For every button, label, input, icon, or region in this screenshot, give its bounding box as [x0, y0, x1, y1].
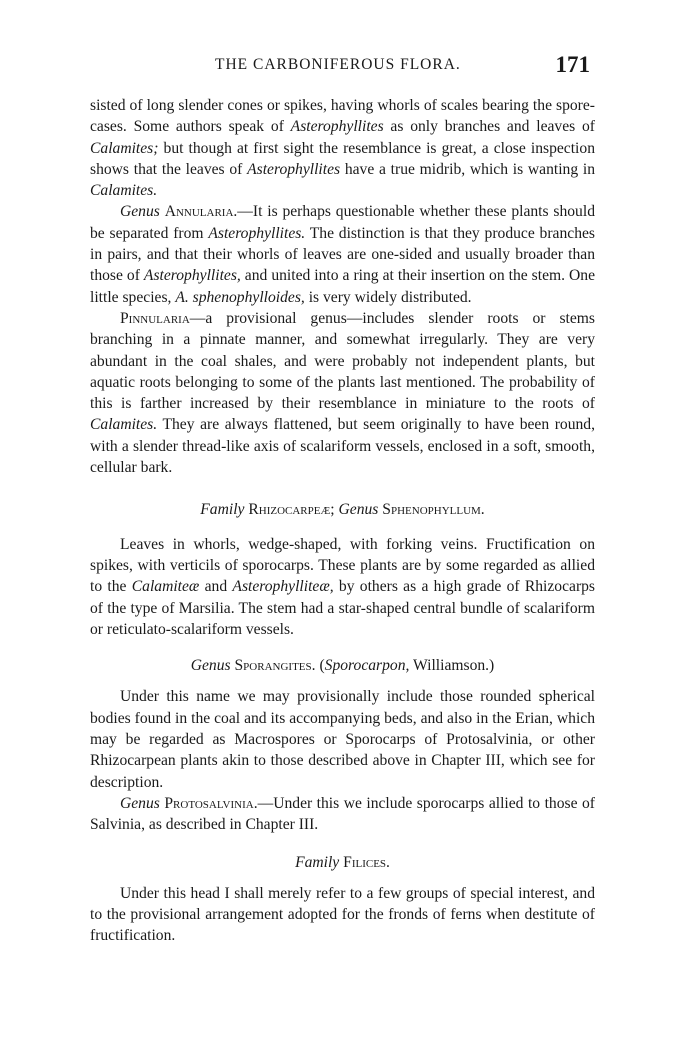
family-label: Family — [200, 501, 245, 519]
italic-term: Asterophyllites, — [143, 267, 241, 285]
italic-term: Asterophylliteæ, — [232, 578, 334, 596]
genus-label: Genus — [120, 794, 160, 812]
paragraph-annularia — [90, 201, 595, 307]
italic-term: Asterophyllites — [290, 118, 384, 136]
section-heading-sporangites — [90, 655, 595, 676]
genus-name: Annularia — [164, 203, 234, 221]
text-run: but though at first sight the resemblance is great, a close inspection shows that the leaves of — [90, 139, 595, 178]
text-run: Under this head I shall merely refer to a few groups of special interest, and to the provisional arrangement adopted for the fronds of ferns when destitute of fructification. — [90, 884, 595, 945]
genus-name: Sporangites. — [234, 657, 316, 675]
genus-name: Protosalvinia — [164, 794, 254, 812]
spacer — [90, 521, 595, 534]
genus-label: Genus — [338, 501, 379, 519]
text-run: —a provisional genus—includes slender roots or stems branching in a pinnate manner, and somewhat irregularly. They are very abundant in the coal shales, and were probably not independent plants, but aquatic roots belonging to some of the plants last mentioned. The probability of this is farther increased by their resemblance in miniature to the roots of — [90, 309, 595, 413]
spacer — [90, 676, 595, 686]
text-run: They are always flattened, but seem originally to have been round, with a slender thread-like axis of scalariform vessels, enclosed in a soft, smooth, cellular bark. — [90, 416, 595, 477]
genus-label: Genus — [190, 657, 231, 675]
text-run: by others as a high grade of Rhizocarps of the type of Marsilia. The stem had a star-shaped central bundle of scalariform or reticulato-scalariform vessels. — [90, 578, 596, 638]
text-run: have a true midrib, which is wanting in — [340, 160, 595, 178]
section-heading-rhizocarpeae — [90, 499, 595, 520]
spacer — [90, 640, 595, 655]
italic-term: Asterophyllites — [247, 160, 341, 178]
genus-name: Sphenophyllum. — [382, 501, 485, 519]
italic-term: Calamiteæ — [131, 578, 200, 596]
italic-term: Calamites. — [90, 416, 158, 434]
family-label: Family — [295, 853, 340, 871]
text-run: .—Under this we include sporocarps allied to those of Salvinia, as described in Chapter III. — [90, 794, 595, 834]
paragraph-filices — [90, 883, 595, 947]
paragraph-asterophyllites — [90, 95, 595, 201]
paragraph-protosalvinia — [90, 793, 595, 836]
paren: ( — [319, 657, 325, 675]
spacer — [90, 873, 595, 883]
section-heading-filices — [90, 852, 595, 873]
synonym: Sporocarpon, — [324, 657, 410, 675]
spacer — [90, 478, 595, 499]
text-run: is very widely distributed. — [304, 288, 472, 306]
family-name: Rhizocarpeæ — [248, 501, 331, 519]
genus-name: Pinnularia — [120, 309, 190, 327]
paragraph-pinnularia — [90, 308, 595, 478]
text-run: .—It is perhaps questionable whether these plants should be separated from — [90, 203, 595, 242]
italic-term: Asterophyllites. — [208, 224, 306, 242]
text-run: The distinction is that they produce branches in pairs, and that their whorls of leaves are one-sided and usually broader than those of — [90, 224, 595, 285]
text-run: and — [199, 578, 233, 596]
page-number: 171 — [555, 52, 590, 77]
body-text — [90, 95, 595, 947]
italic-term: Calamites; — [90, 139, 159, 157]
running-head — [90, 52, 600, 82]
italic-term: Calamites. — [90, 182, 158, 200]
text-run: and united into a ring at their insertion on the stem. One little species, — [90, 267, 596, 306]
author: Williamson.) — [409, 657, 495, 675]
text-run: Under this name we may provisionally include those rounded spherical bodies found in the coal and its accompanying beds, and also in the Erian, which may be regarded as Macrospores or Sporocarps of Protosalvinia, or other Rhizocarpean plants akin to those described above in Chapter III, which see for description. — [90, 688, 595, 791]
paragraph-sporangites — [90, 686, 595, 792]
italic-term: A. sphenophylloides, — [175, 288, 305, 306]
family-name: Filices. — [343, 853, 390, 871]
paragraph-sphenophyllum — [90, 534, 595, 640]
running-title: THE CARBONIFEROUS FLORA. — [215, 56, 461, 73]
text-run: sisted of long slender cones or spikes, having whorls of scales bearing the spore-cases. Some authors speak of — [90, 97, 595, 136]
spacer — [90, 836, 595, 852]
genus-label: Genus — [120, 203, 160, 221]
separator: ; — [330, 501, 335, 519]
text-run: as only branches and leaves of — [383, 118, 595, 136]
text-run: Leaves in whorls, wedge-shaped, with forking veins. Fructification on spikes, with verticils of sporocarps. These plants are by some regarded as allied to the — [90, 535, 595, 596]
